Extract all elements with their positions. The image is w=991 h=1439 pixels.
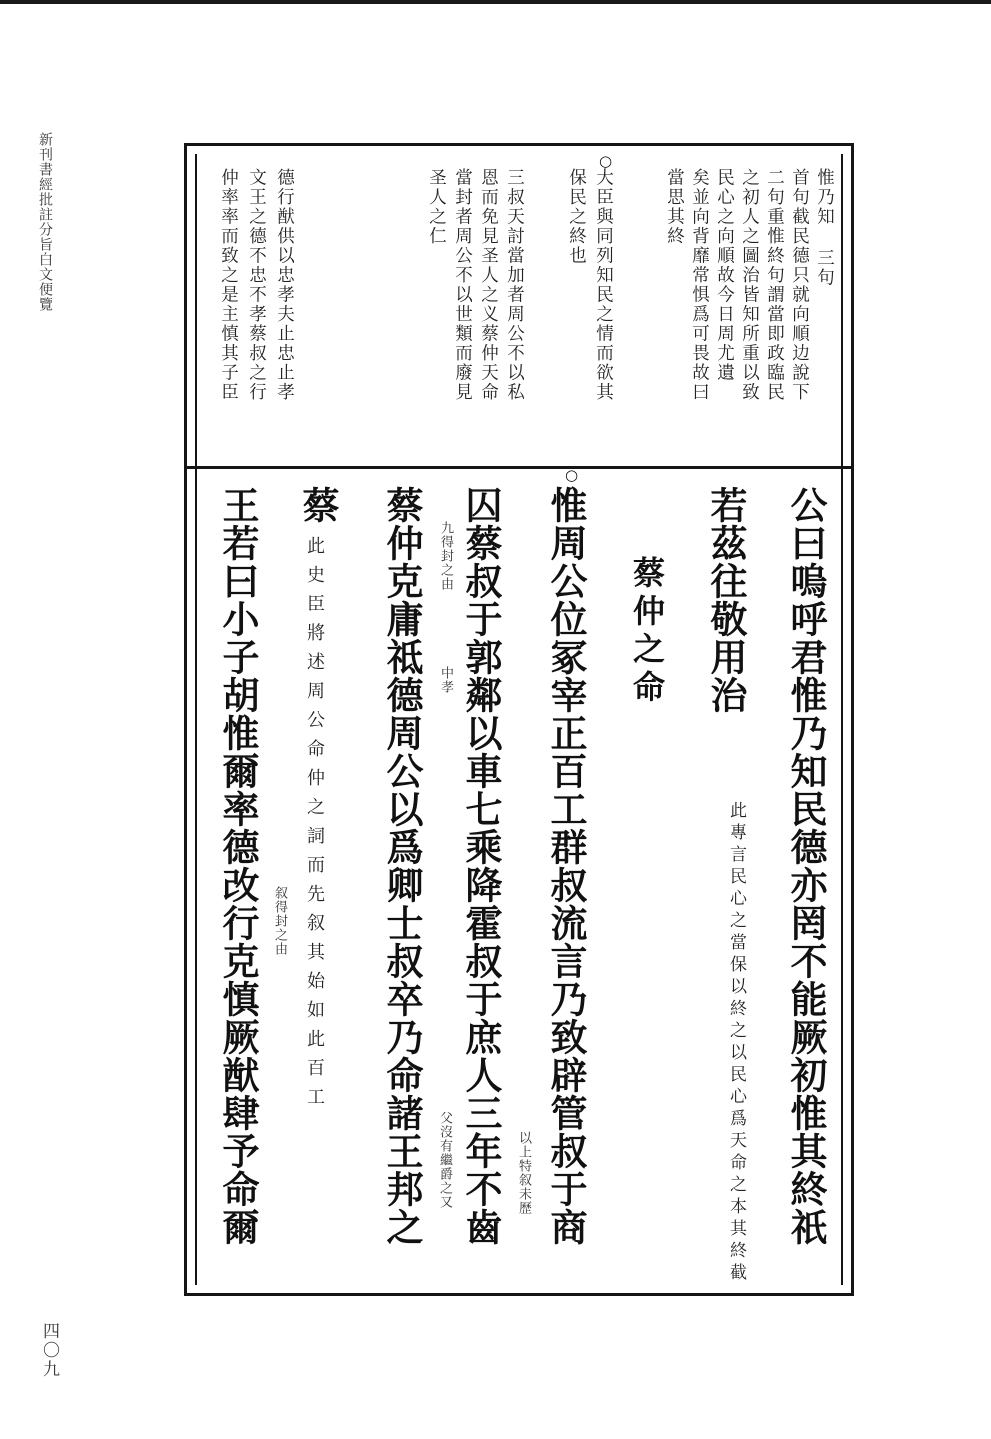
commentary-column-12: 當封者周公不以世類而廢見: [452, 168, 473, 402]
main-text-note-7b: 叙得封之由: [272, 886, 287, 956]
circle-mark-2: ○: [565, 466, 579, 484]
main-text-column-2: 若茲往敬用治: [704, 486, 748, 714]
register-divider: [187, 466, 851, 469]
commentary-column-6: 矣並向背靡常惧爲可畏故曰: [689, 168, 710, 402]
main-text-column-6: 蔡仲克庸祗德周公以爲卿士叔卒乃命諸王邦之: [380, 486, 424, 1246]
main-text-column-1: 公曰嗚呼君惟乃知民德亦罔不能厥初惟其終祇: [784, 486, 828, 1246]
main-text-column-5: 囚蔡叔于郭鄰以車七乘降霍叔于庶人三年不齒: [459, 486, 503, 1246]
main-text-note-2: 此專言民心之當保以終之以民心爲天命之本其終截: [726, 801, 746, 1285]
main-text-column-4: 惟周公位冢宰正百工群叔流言乃致辟管叔于商: [544, 486, 588, 1246]
commentary-column-8: 大臣與同列知民之情而欲其: [593, 168, 614, 402]
main-text-note-4: 以上特叙未歷: [516, 1131, 531, 1215]
commentary-column-5: 民心之向順故今日周尤遺: [714, 168, 735, 383]
page-number: 四〇九: [39, 1322, 59, 1379]
commentary-column-14: 德行猷供以忠孝夫止忠止孝: [274, 168, 295, 402]
commentary-column-10: 三叔天討當加者周公不以私: [504, 168, 525, 402]
main-text-note-7: 此史臣將述周公命仲之詞而先叙其始如此百工: [304, 536, 325, 1116]
commentary-column-15: 文王之德不忠不孝蔡叔之行: [246, 168, 267, 402]
frame-inner-rule-left: [195, 154, 197, 1285]
commentary-column-7: 當思其終: [664, 168, 685, 246]
book-title: 新刊書經批註分旨白文便覽: [37, 132, 53, 312]
circle-mark-1: ○: [599, 152, 613, 170]
frame-inner-rule-right: [841, 154, 843, 1285]
main-text-column-8: 王若曰小子胡惟爾率德改行克慎厥猷肆予命爾: [216, 486, 260, 1246]
main-text-note-5: 父沒有繼爵之又: [437, 1111, 452, 1209]
commentary-column-3: 二句重惟終句謂當即政臨民: [764, 168, 785, 402]
commentary-column-13: 圣人之仁: [426, 168, 447, 246]
main-text-note-6: 中孝: [438, 666, 453, 694]
commentary-column-9: 保民之終也: [566, 168, 587, 266]
top-rule: [0, 0, 991, 4]
main-text-note-6b: 九得封之由: [438, 521, 453, 591]
text-frame: [184, 143, 854, 1296]
commentary-column-4: 之初人之圖治皆知所重以致: [739, 168, 760, 402]
main-text-column-7: 蔡: [296, 486, 340, 524]
commentary-column-2: 首句截民德只就向順边說下: [789, 168, 810, 402]
chapter-heading: 蔡仲之命: [628, 556, 666, 708]
commentary-column-1: 惟乃知 三句: [814, 168, 835, 288]
commentary-column-11: 恩而免見圣人之义蔡仲天命: [478, 168, 499, 402]
commentary-column-16: 仲率率而致之是主慎其子臣: [218, 168, 239, 402]
